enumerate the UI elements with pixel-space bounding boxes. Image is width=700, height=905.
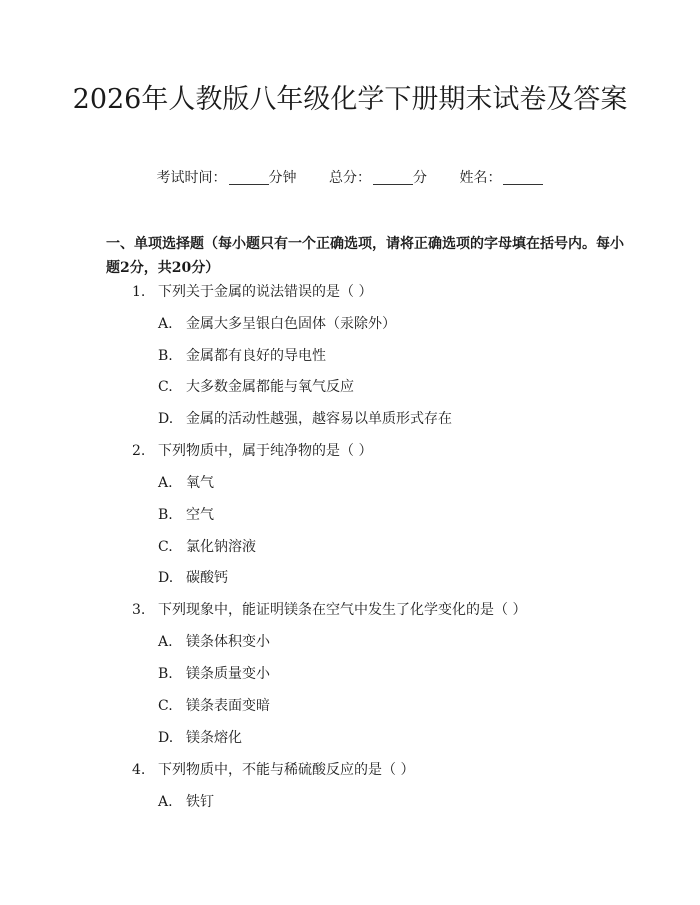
option-letter: D. <box>158 411 174 427</box>
option-letter: B. <box>158 666 173 682</box>
option-text: 金属大多呈银白色固体（汞除外） <box>186 316 396 332</box>
question-text: 下列物质中，属于纯净物的是（ ） <box>158 443 373 459</box>
exam-time-blank <box>229 170 269 185</box>
exam-time-field <box>157 168 297 188</box>
option-3b <box>158 664 270 684</box>
option-letter: D. <box>158 570 174 586</box>
option-letter: C. <box>158 539 173 555</box>
option-text: 金属的活动性越强，越容易以单质形式存在 <box>186 411 452 427</box>
option-text: 镁条表面变暗 <box>186 698 270 714</box>
question-4 <box>132 760 414 780</box>
total-score-blank <box>373 170 413 185</box>
option-text: 碳酸钙 <box>186 570 228 586</box>
option-letter: D. <box>158 730 174 746</box>
option-4a <box>158 792 214 812</box>
total-score-unit: 分 <box>413 170 427 186</box>
option-letter: B. <box>158 507 173 523</box>
option-letter: A. <box>158 634 173 650</box>
exam-time-label: 考试时间： <box>156 170 227 186</box>
exam-info-line <box>0 168 700 188</box>
question-number: 2. <box>132 443 146 459</box>
question-number: 1. <box>132 284 146 300</box>
question-number: 3. <box>132 602 146 618</box>
option-letter: C. <box>158 698 173 714</box>
option-2a <box>158 473 214 493</box>
option-1a <box>158 314 396 334</box>
total-score-label: 总分： <box>329 170 371 186</box>
question-3 <box>132 600 526 620</box>
section-heading: 一、单项选择题（每小题只有一个正确选项，请将正确选项的字母填在括号内。每小题2分，共20分） <box>106 236 624 276</box>
document-title: 2026年人教版八年级化学下册期末试卷及答案 <box>72 84 628 115</box>
question-2 <box>132 441 372 461</box>
question-text: 下列物质中，不能与稀硫酸反应的是（ ） <box>158 762 415 778</box>
student-name-label: 姓名： <box>459 170 502 186</box>
student-name-blank <box>503 170 543 185</box>
option-2b <box>158 505 214 525</box>
total-score-field <box>329 168 427 188</box>
question-text: 下列关于金属的说法错误的是（ ） <box>158 284 373 300</box>
option-letter: A. <box>158 794 173 810</box>
option-3d <box>158 728 242 748</box>
question-number: 4. <box>132 762 146 778</box>
student-name-field <box>459 168 543 188</box>
option-text: 大多数金属都能与氧气反应 <box>186 379 354 395</box>
option-letter: A. <box>158 316 173 332</box>
option-text: 空气 <box>186 507 214 523</box>
option-1c <box>158 377 354 397</box>
option-letter: B. <box>158 348 173 364</box>
option-3c <box>158 696 270 716</box>
option-text: 氧气 <box>186 475 214 491</box>
option-text: 镁条质量变小 <box>186 666 270 682</box>
option-text: 氯化钠溶液 <box>186 539 256 555</box>
option-letter: C. <box>158 379 173 395</box>
option-1d <box>158 409 452 429</box>
question-text: 下列现象中，能证明镁条在空气中发生了化学变化的是（ ） <box>158 602 527 618</box>
option-2d <box>158 568 228 588</box>
option-text: 铁钉 <box>186 794 214 810</box>
exam-time-unit: 分钟 <box>268 170 297 186</box>
option-text: 镁条体积变小 <box>186 634 270 650</box>
option-text: 金属都有良好的导电性 <box>186 348 326 364</box>
option-letter: A. <box>158 475 173 491</box>
option-3a <box>158 632 270 652</box>
option-text: 镁条熔化 <box>186 730 242 746</box>
option-1b <box>158 346 326 366</box>
option-2c <box>158 537 256 557</box>
question-1 <box>132 282 372 302</box>
